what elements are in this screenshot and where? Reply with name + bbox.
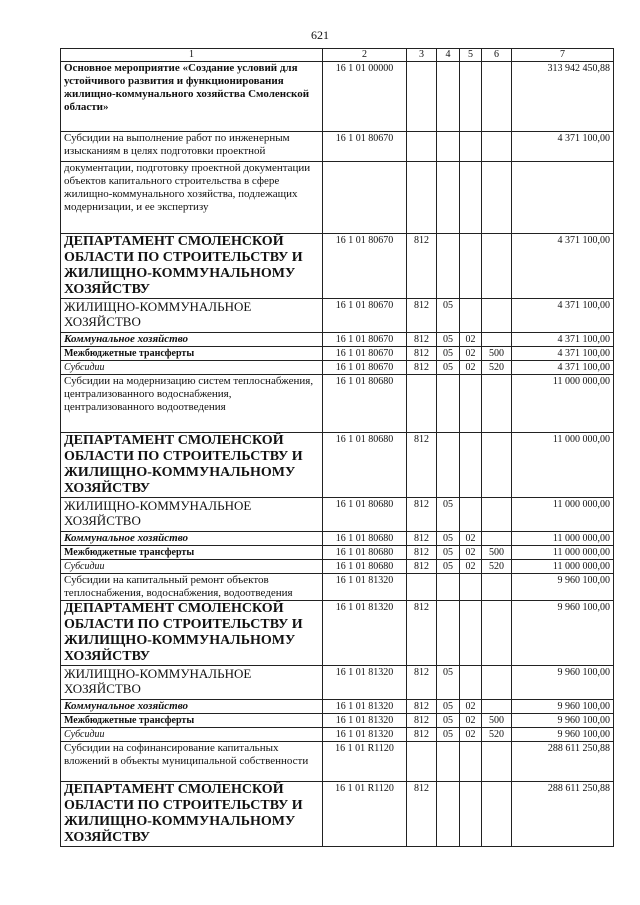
row-c7-cell: 4 371 100,00: [512, 361, 614, 375]
row-c6-cell: 500: [482, 347, 512, 361]
table-row: [61, 347, 614, 361]
row-c7-cell: 11 000 000,00: [512, 498, 614, 532]
row-c7-cell: 11 000 000,00: [512, 532, 614, 546]
row-c3-cell: [407, 162, 437, 234]
row-c6-cell: [482, 375, 512, 433]
row-c6-cell: 500: [482, 546, 512, 560]
row-c5-cell: 02: [460, 560, 482, 574]
row-label: Субсидии на капитальный ремонт объектов теплоснабжения, водоснабжения, водоотведения: [61, 574, 323, 601]
row-c2-cell: 16 1 01 80680: [323, 560, 407, 574]
row-c5-cell: [460, 782, 482, 847]
row-c6-cell: [482, 299, 512, 333]
row-c5-cell: [460, 666, 482, 700]
row-c7-cell: 9 960 100,00: [512, 666, 614, 700]
row-c2-cell: 16 1 01 81320: [323, 601, 407, 666]
row-label: Субсидии на выполнение работ по инженерным изысканиям в целях подготовки проектной: [61, 132, 323, 162]
row-c6-cell: [482, 132, 512, 162]
row-c2-cell: [323, 162, 407, 234]
header-cell: 7: [512, 49, 614, 62]
row-c5-cell: 02: [460, 333, 482, 347]
row-c2-cell: 16 1 01 80680: [323, 546, 407, 560]
row-c7-cell: 11 000 000,00: [512, 375, 614, 433]
row-c7-cell: 4 371 100,00: [512, 299, 614, 333]
row-c6-cell: [482, 433, 512, 498]
row-c5-cell: 02: [460, 700, 482, 714]
row-c7-cell: 11 000 000,00: [512, 560, 614, 574]
row-label: ДЕПАРТАМЕНТ СМОЛЕНСКОЙ ОБЛАСТИ ПО СТРОИТЕЛЬСТВУ И ЖИЛИЩНО-КОММУНАЛЬНОМУ ХОЗЯЙСТВУ: [61, 601, 323, 666]
row-c5-cell: [460, 62, 482, 132]
row-label: ЖИЛИЩНО-КОММУНАЛЬНОЕ ХОЗЯЙСТВО: [61, 498, 323, 532]
row-c6-cell: [482, 532, 512, 546]
row-c5-cell: [460, 574, 482, 601]
row-c3-cell: 812: [407, 560, 437, 574]
row-c4-cell: 05: [437, 333, 460, 347]
row-label: Субсидии: [61, 560, 323, 574]
row-c7-cell: 4 371 100,00: [512, 333, 614, 347]
header-cell: 6: [482, 49, 512, 62]
row-c7-cell: 288 611 250,88: [512, 742, 614, 782]
table-row: [61, 375, 614, 433]
row-c7-cell: 9 960 100,00: [512, 574, 614, 601]
row-c4-cell: [437, 742, 460, 782]
table-row: [61, 234, 614, 299]
row-c3-cell: 812: [407, 361, 437, 375]
row-c3-cell: [407, 132, 437, 162]
row-c5-cell: [460, 498, 482, 532]
row-c2-cell: 16 1 01 80670: [323, 299, 407, 333]
table-row: [61, 666, 614, 700]
row-c7-cell: 288 611 250,88: [512, 782, 614, 847]
row-c6-cell: [482, 234, 512, 299]
row-c6-cell: 500: [482, 714, 512, 728]
row-c3-cell: 812: [407, 700, 437, 714]
row-c4-cell: [437, 782, 460, 847]
row-c5-cell: 02: [460, 532, 482, 546]
row-c6-cell: [482, 498, 512, 532]
row-label: ДЕПАРТАМЕНТ СМОЛЕНСКОЙ ОБЛАСТИ ПО СТРОИТЕЛЬСТВУ И ЖИЛИЩНО-КОММУНАЛЬНОМУ ХОЗЯЙСТВУ: [61, 234, 323, 299]
header-cell: 3: [407, 49, 437, 62]
row-c6-cell: [482, 162, 512, 234]
row-c3-cell: [407, 574, 437, 601]
row-c4-cell: 05: [437, 700, 460, 714]
table-row: [61, 162, 614, 234]
row-c5-cell: [460, 742, 482, 782]
table-row: [61, 498, 614, 532]
table-row: [61, 299, 614, 333]
row-c4-cell: [437, 601, 460, 666]
header-cell: 5: [460, 49, 482, 62]
table-row: [61, 601, 614, 666]
row-c2-cell: 16 1 01 80670: [323, 347, 407, 361]
row-c2-cell: 16 1 01 R1120: [323, 782, 407, 847]
table-row: [61, 742, 614, 782]
row-label: документации, подготовку проектной документации объектов капитального строительства в сфере жилищно-коммунального хозяйства, подлежащих модернизации, и ее экспертизу: [61, 162, 323, 234]
row-c2-cell: 16 1 01 80670: [323, 361, 407, 375]
row-c7-cell: 313 942 450,88: [512, 62, 614, 132]
row-c2-cell: 16 1 01 80670: [323, 234, 407, 299]
row-c7-cell: 9 960 100,00: [512, 714, 614, 728]
row-c3-cell: 812: [407, 498, 437, 532]
row-c2-cell: 16 1 01 81320: [323, 700, 407, 714]
row-label: ДЕПАРТАМЕНТ СМОЛЕНСКОЙ ОБЛАСТИ ПО СТРОИТЕЛЬСТВУ И ЖИЛИЩНО-КОММУНАЛЬНОМУ ХОЗЯЙСТВУ: [61, 782, 323, 847]
row-label: Межбюджетные трансферты: [61, 714, 323, 728]
row-c4-cell: [437, 234, 460, 299]
row-c2-cell: 16 1 01 80670: [323, 132, 407, 162]
row-c2-cell: 16 1 01 80680: [323, 498, 407, 532]
table-row: [61, 132, 614, 162]
row-label: ЖИЛИЩНО-КОММУНАЛЬНОЕ ХОЗЯЙСТВО: [61, 666, 323, 700]
row-c3-cell: 812: [407, 433, 437, 498]
row-c4-cell: 05: [437, 299, 460, 333]
row-c2-cell: 16 1 01 80680: [323, 375, 407, 433]
row-c2-cell: 16 1 01 81320: [323, 666, 407, 700]
row-c3-cell: 812: [407, 299, 437, 333]
row-c7-cell: 9 960 100,00: [512, 601, 614, 666]
table-row: [61, 546, 614, 560]
header-cell: 1: [61, 49, 323, 62]
row-c5-cell: [460, 299, 482, 333]
row-c5-cell: 02: [460, 361, 482, 375]
row-c6-cell: 520: [482, 728, 512, 742]
row-c2-cell: 16 1 01 80680: [323, 532, 407, 546]
row-c7-cell: 4 371 100,00: [512, 347, 614, 361]
row-c4-cell: 05: [437, 546, 460, 560]
row-c5-cell: 02: [460, 728, 482, 742]
row-c7-cell: 9 960 100,00: [512, 700, 614, 714]
row-c6-cell: [482, 601, 512, 666]
table-row: [61, 728, 614, 742]
row-c3-cell: [407, 375, 437, 433]
row-c6-cell: 520: [482, 361, 512, 375]
row-label: ДЕПАРТАМЕНТ СМОЛЕНСКОЙ ОБЛАСТИ ПО СТРОИТЕЛЬСТВУ И ЖИЛИЩНО-КОММУНАЛЬНОМУ ХОЗЯЙСТВУ: [61, 433, 323, 498]
row-label: Межбюджетные трансферты: [61, 546, 323, 560]
row-c7-cell: 11 000 000,00: [512, 546, 614, 560]
row-c3-cell: 812: [407, 546, 437, 560]
row-c3-cell: [407, 742, 437, 782]
page-number: 621: [311, 28, 329, 42]
row-c2-cell: 16 1 01 80680: [323, 433, 407, 498]
row-c7-cell: 9 960 100,00: [512, 728, 614, 742]
row-c6-cell: [482, 742, 512, 782]
row-c3-cell: [407, 62, 437, 132]
row-c4-cell: [437, 132, 460, 162]
row-c4-cell: [437, 162, 460, 234]
row-c2-cell: 16 1 01 81320: [323, 714, 407, 728]
row-c3-cell: 812: [407, 333, 437, 347]
row-label: Коммунальное хозяйство: [61, 700, 323, 714]
row-c7-cell: 4 371 100,00: [512, 132, 614, 162]
budget-table: [60, 48, 614, 847]
row-c4-cell: 05: [437, 498, 460, 532]
table-row: [61, 433, 614, 498]
row-c5-cell: [460, 234, 482, 299]
row-c6-cell: 520: [482, 560, 512, 574]
row-label: Субсидии на софинансирование капитальных вложений в объекты муниципальной собственности: [61, 742, 323, 782]
row-c5-cell: 02: [460, 714, 482, 728]
row-c6-cell: [482, 666, 512, 700]
row-c5-cell: 02: [460, 347, 482, 361]
row-c2-cell: 16 1 01 00000: [323, 62, 407, 132]
row-c5-cell: [460, 433, 482, 498]
table-row: [61, 560, 614, 574]
row-label: Субсидии: [61, 728, 323, 742]
row-label: Коммунальное хозяйство: [61, 532, 323, 546]
row-c6-cell: [482, 574, 512, 601]
row-label: Коммунальное хозяйство: [61, 333, 323, 347]
table-row: [61, 333, 614, 347]
table-row: [61, 574, 614, 601]
row-c4-cell: 05: [437, 560, 460, 574]
row-c5-cell: [460, 375, 482, 433]
row-c4-cell: [437, 433, 460, 498]
row-c2-cell: 16 1 01 R1120: [323, 742, 407, 782]
row-c4-cell: 05: [437, 728, 460, 742]
row-label: Субсидии: [61, 361, 323, 375]
row-c7-cell: 4 371 100,00: [512, 234, 614, 299]
table-row: [61, 361, 614, 375]
header-row: [61, 49, 614, 62]
table-row: [61, 62, 614, 132]
row-c5-cell: [460, 132, 482, 162]
row-label: Межбюджетные трансферты: [61, 347, 323, 361]
row-c4-cell: 05: [437, 666, 460, 700]
row-c7-cell: [512, 162, 614, 234]
row-c4-cell: [437, 574, 460, 601]
row-c6-cell: [482, 333, 512, 347]
row-c5-cell: [460, 162, 482, 234]
header-cell: 4: [437, 49, 460, 62]
row-c4-cell: 05: [437, 361, 460, 375]
row-c3-cell: 812: [407, 601, 437, 666]
row-c3-cell: 812: [407, 666, 437, 700]
row-c6-cell: [482, 782, 512, 847]
row-c6-cell: [482, 62, 512, 132]
table-row: [61, 782, 614, 847]
row-c5-cell: 02: [460, 546, 482, 560]
row-c3-cell: 812: [407, 728, 437, 742]
row-c3-cell: 812: [407, 714, 437, 728]
row-c5-cell: [460, 601, 482, 666]
row-c7-cell: 11 000 000,00: [512, 433, 614, 498]
table-row: [61, 532, 614, 546]
row-c3-cell: 812: [407, 234, 437, 299]
row-c2-cell: 16 1 01 80670: [323, 333, 407, 347]
row-c2-cell: 16 1 01 81320: [323, 728, 407, 742]
header-cell: 2: [323, 49, 407, 62]
row-label: Основное мероприятие «Создание условий для устойчивого развития и функционирования жилищно-коммунального хозяйства Смоленской области»: [61, 62, 323, 132]
row-label: ЖИЛИЩНО-КОММУНАЛЬНОЕ ХОЗЯЙСТВО: [61, 299, 323, 333]
row-c4-cell: [437, 375, 460, 433]
table-row: [61, 714, 614, 728]
row-c4-cell: [437, 62, 460, 132]
row-c3-cell: 812: [407, 347, 437, 361]
row-c4-cell: 05: [437, 532, 460, 546]
row-c4-cell: 05: [437, 714, 460, 728]
row-c6-cell: [482, 700, 512, 714]
row-c4-cell: 05: [437, 347, 460, 361]
row-c2-cell: 16 1 01 81320: [323, 574, 407, 601]
row-c3-cell: 812: [407, 532, 437, 546]
row-label: Субсидии на модернизацию систем теплоснабжения, централизованного водоснабжения, централизованного водоотведения: [61, 375, 323, 433]
row-c3-cell: 812: [407, 782, 437, 847]
table-row: [61, 700, 614, 714]
